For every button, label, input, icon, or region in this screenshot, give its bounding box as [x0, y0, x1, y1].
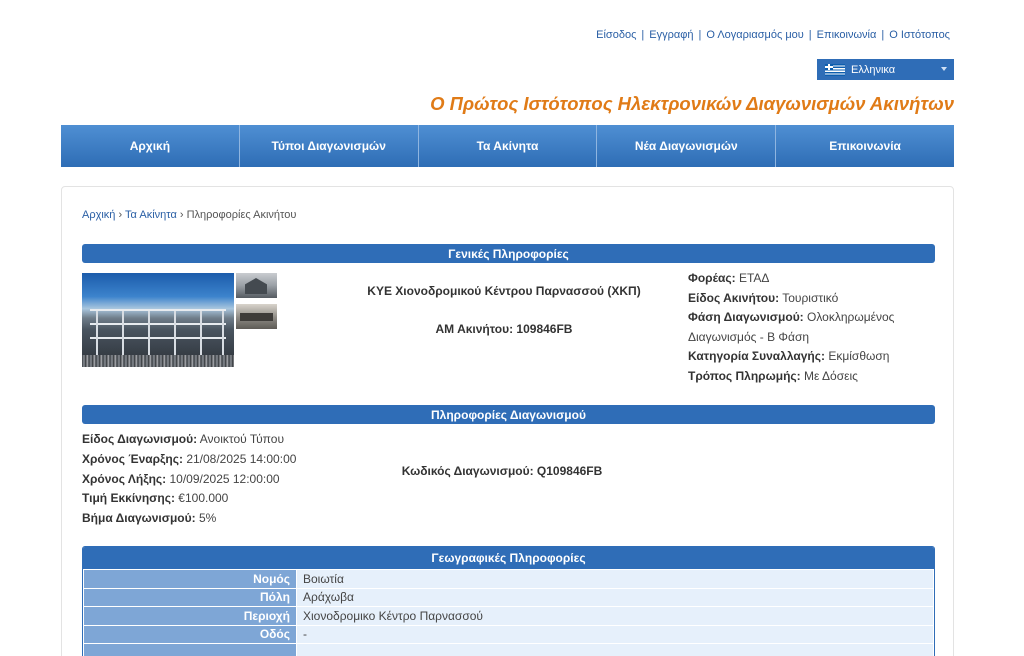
geo-value: Χιονοδρομικο Κέντρο Παρνασσού — [297, 607, 934, 626]
main-nav — [61, 125, 954, 167]
tender-value: 10/09/2025 12:00:00 — [169, 471, 280, 486]
content-panel — [61, 186, 954, 656]
register-link[interactable]: Εγγραφή — [649, 29, 694, 41]
language-select[interactable] — [817, 59, 954, 80]
account-link[interactable]: Ο Λογαριασμός μου — [706, 29, 804, 41]
geo-value: - — [297, 625, 934, 644]
geo-label: Περιοχή — [84, 607, 297, 626]
tender-value: 5% — [198, 511, 217, 526]
property-thumbnail-1[interactable] — [236, 273, 277, 298]
table-row — [84, 588, 934, 607]
table-row — [84, 607, 934, 626]
language-label: Ελληνικα — [851, 63, 896, 76]
geo-value — [297, 644, 934, 656]
detail-label: Κατηγορία Συναλλαγής: — [688, 349, 825, 364]
separator: | — [698, 29, 702, 41]
geo-label: Οδός — [84, 625, 297, 644]
tender-info-heading: Πληροφορίες Διαγωνισμού — [82, 405, 935, 424]
nav-item-home[interactable]: Αρχική — [61, 125, 240, 167]
tender-label: Βήμα Διαγωνισμού: — [82, 511, 196, 526]
general-info-heading: Γενικές Πληροφορίες — [82, 244, 935, 263]
detail-row — [688, 347, 933, 367]
detail-label: Φορέας: — [688, 271, 736, 285]
tender-label: Χρόνος Λήξης: — [82, 471, 167, 486]
detail-value: Εκμίσθωση — [828, 349, 890, 364]
table-row — [84, 625, 934, 644]
nav-item-contact[interactable]: Επικοινωνία — [829, 139, 901, 153]
tender-label: Είδος Διαγωνισμού: — [82, 432, 198, 446]
property-am: ΑΜ Ακινήτου: 109846FB — [435, 322, 573, 336]
greek-flag-icon — [825, 64, 845, 76]
tender-value: 21/08/2025 14:00:00 — [186, 451, 297, 466]
breadcrumb-properties[interactable]: Τα Ακίνητα — [125, 209, 177, 221]
property-title: ΚΥΕ Χιονοδρομικού Κέντρου Παρνασσού (ΧΚΠ) — [367, 284, 641, 298]
detail-value: Ολοκληρωμένος Διαγωνισμός - Β Φάση — [688, 310, 895, 344]
tender-code: Κωδικός Διαγωνισμού: Q109846FB — [401, 464, 603, 478]
detail-label: Φάση Διαγωνισμού: — [688, 310, 804, 325]
breadcrumb — [82, 209, 296, 221]
tender-label: Χρόνος Έναρξης: — [82, 451, 183, 466]
detail-value: Τουριστικό — [782, 290, 839, 305]
table-row — [84, 570, 934, 589]
geo-label: Πόλη — [84, 588, 297, 607]
geo-label: Νομός — [84, 570, 297, 589]
geo-value: Βοιωτία — [297, 570, 934, 589]
nav-item-tender-types[interactable]: Τύποι Διαγωνισμών — [240, 125, 419, 167]
tender-label: Τιμή Εκκίνησης: — [82, 491, 175, 506]
geo-info — [82, 546, 935, 656]
geo-label — [84, 644, 297, 656]
breadcrumb-separator: › — [118, 209, 123, 221]
detail-row — [688, 269, 933, 289]
detail-row — [688, 367, 933, 387]
site-tagline: Ο Πρώτος Ιστότοπος Ηλεκτρονικών Διαγωνισμών Ακινήτων — [430, 93, 954, 114]
breadcrumb-current: Πληροφορίες Ακινήτου — [186, 209, 297, 221]
separator: | — [808, 29, 812, 41]
detail-row — [688, 289, 933, 309]
breadcrumb-separator: › — [179, 209, 184, 221]
nav-item-properties[interactable]: Τα Ακίνητα — [419, 125, 598, 167]
tender-details — [82, 430, 296, 529]
property-details — [688, 269, 933, 387]
tender-row — [82, 489, 296, 509]
tender-value: Ανοικτού Τύπου — [199, 432, 285, 446]
detail-value: Με Δόσεις — [804, 368, 858, 383]
chevron-down-icon — [941, 67, 947, 71]
tender-value: €100.000 — [178, 491, 229, 506]
detail-row — [688, 308, 933, 347]
nav-item-tender-news[interactable]: Νέα Διαγωνισμών — [597, 125, 776, 167]
separator: | — [881, 29, 885, 41]
detail-label: Είδος Ακινήτου: — [688, 290, 780, 305]
geo-value: Αράχωβα — [297, 588, 934, 607]
contact-link[interactable]: Επικοινωνία — [816, 29, 877, 41]
tender-row — [82, 430, 296, 450]
geo-table — [83, 569, 934, 656]
detail-value: ΕΤΑΔ — [738, 271, 770, 285]
detail-label: Τρόπος Πληρωμής: — [688, 368, 801, 383]
breadcrumb-home[interactable]: Αρχική — [82, 209, 116, 221]
geo-info-heading: Γεωγραφικές Πληροφορίες — [83, 547, 934, 569]
tender-row — [82, 509, 296, 529]
table-row — [84, 644, 934, 656]
top-links — [596, 29, 950, 41]
login-link[interactable]: Είσοδος — [596, 29, 637, 41]
property-thumbnail-2[interactable] — [236, 304, 277, 329]
property-main-photo[interactable] — [82, 273, 234, 367]
site-link[interactable]: Ο Ιστότοπος — [889, 29, 950, 41]
separator: | — [641, 29, 645, 41]
